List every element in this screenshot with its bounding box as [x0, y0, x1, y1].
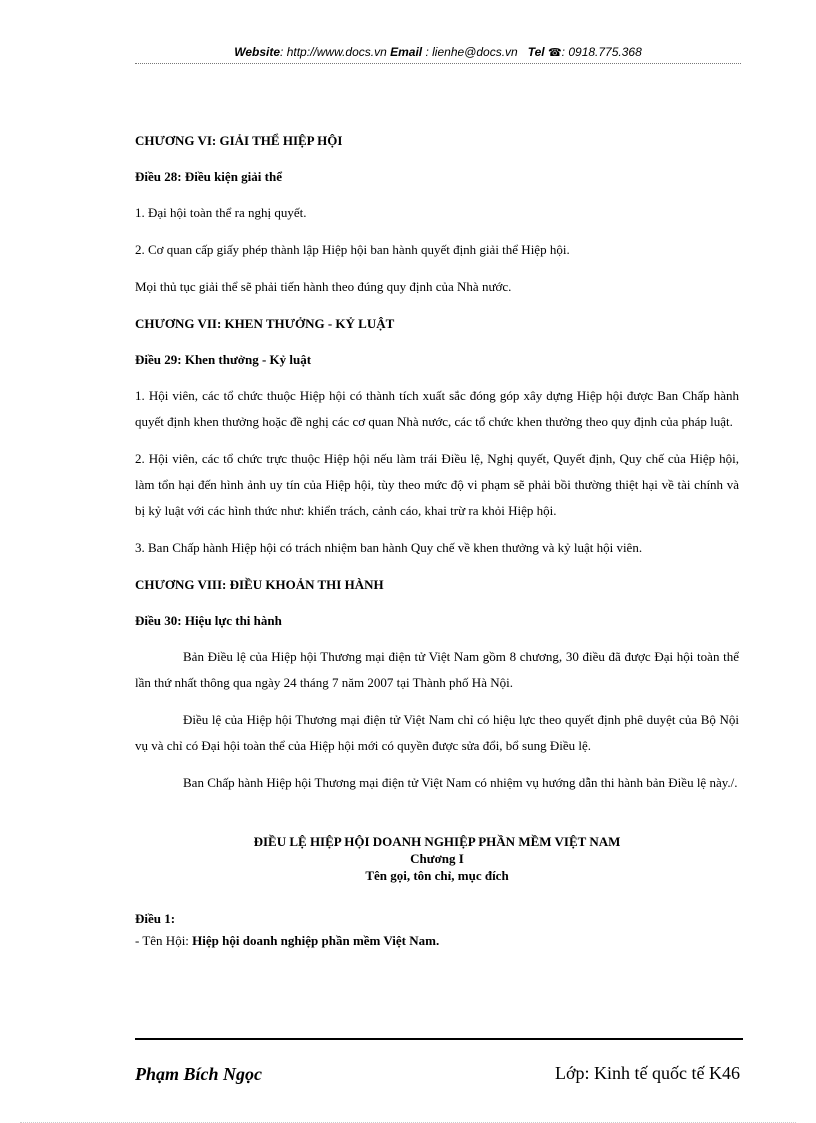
- article-28-title: Điều 28: Điều kiện giải thể: [135, 169, 282, 184]
- website-label: Website: [234, 45, 281, 59]
- document-2-chapter-name: Tên gọi, tôn chỉ, mục đích: [365, 868, 509, 883]
- tel-value: : 0918.775.368: [561, 45, 642, 59]
- article-29-paragraph-3: 3. Ban Chấp hành Hiệp hội có trách nhiệm ban hành Quy chế về khen thưởng và kỷ luật hội viên.: [135, 540, 643, 555]
- article-28-paragraph-2: 2. Cơ quan cấp giấy phép thành lập Hiệp hội ban hành quyết định giải thể Hiệp hội.: [135, 242, 570, 257]
- document-2-article-1: Điều 1:: [135, 911, 176, 926]
- footer-divider: [135, 1038, 743, 1040]
- article-28-paragraph-3: Mọi thủ tục giải thể sẽ phải tiến hành theo đúng quy định của Nhà nước.: [135, 279, 512, 294]
- email-label: Email: [390, 45, 423, 59]
- email-value[interactable]: : lienhe@docs.vn: [425, 45, 518, 59]
- document-body: [135, 128, 739, 952]
- article-30-title: Điều 30: Hiệu lực thi hành: [135, 613, 282, 628]
- footer-class: Lớp: Kinh tế quốc tế K46: [555, 1063, 740, 1083]
- article-30-paragraph-1: Bản Điều lệ của Hiệp hội Thương mại điện tử Việt Nam gồm 8 chương, 30 điều đã được Đại hội toàn thể lần thứ nhất thông qua ngày 24 tháng 7 năm 2007 tại Thành phố Hà Nội.: [135, 649, 739, 690]
- chapter-8-title: CHƯƠNG VIII: ĐIỀU KHOẢN THI HÀNH: [135, 577, 384, 592]
- article-29-paragraph-2: 2. Hội viên, các tổ chức trực thuộc Hiệp hội nếu làm trái Điều lệ, Nghị quyết, Quyết định, Quy chế của Hiệp hội, làm tổn hại đến hình ảnh uy tín của Hiệp hội, tùy theo mức độ vi phạm sẽ phải bồi thường thiệt hại về tài chính và bị kỷ luật với các hình thức như: khiển trách, cảnh cáo, khai trừ ra khỏi Hiệp hội.: [135, 451, 739, 518]
- website-value[interactable]: : http://www.docs.vn: [280, 45, 387, 59]
- document-2-name-line: [135, 930, 739, 952]
- document-2-name-label: - Tên Hội:: [135, 933, 189, 948]
- article-29-title: Điều 29: Khen thưởng - Kỷ luật: [135, 352, 312, 367]
- article-30-paragraph-3: Ban Chấp hành Hiệp hội Thương mại điện tử Việt Nam có nhiệm vụ hướng dẫn thi hành bản Điều lệ này./.: [183, 775, 738, 790]
- article-30-paragraph-2: Điều lệ của Hiệp hội Thương mại điện tử Việt Nam chỉ có hiệu lực theo quyết định phê duyệt của Bộ Nội vụ và chỉ có Đại hội toàn thể của Hiệp hội mới có quyền được sửa đổi, bổ sung Điều lệ.: [135, 712, 739, 753]
- header-divider: [135, 63, 741, 64]
- chapter-6-title: CHƯƠNG VI: GIẢI THỂ HIỆP HỘI: [135, 133, 343, 148]
- tel-label: Tel: [527, 45, 545, 59]
- article-29-paragraph-1: 1. Hội viên, các tổ chức thuộc Hiệp hội có thành tích xuất sắc đóng góp xây dựng Hiệp hội được Ban Chấp hành quyết định khen thưởng hoặc đề nghị các cơ quan Nhà nước, các tổ chức khen thưởng theo quy định của pháp luật.: [135, 388, 739, 429]
- document-2-chapter: Chương I: [410, 851, 464, 866]
- page-header: [135, 43, 741, 62]
- telephone-icon: ☎: [547, 47, 562, 59]
- article-28-paragraph-1: 1. Đại hội toàn thể ra nghị quyết.: [135, 205, 307, 220]
- document-2-title: ĐIỀU LỆ HIỆP HỘI DOANH NGHIỆP PHẦN MỀM VIỆT NAM: [253, 834, 621, 849]
- chapter-7-title: CHƯƠNG VII: KHEN THƯỞNG - KỶ LUẬT: [135, 316, 395, 331]
- footer-author: Phạm Bích Ngọc: [135, 1064, 263, 1084]
- document-2-name-value: Hiệp hội doanh nghiệp phần mềm Việt Nam.: [192, 933, 440, 948]
